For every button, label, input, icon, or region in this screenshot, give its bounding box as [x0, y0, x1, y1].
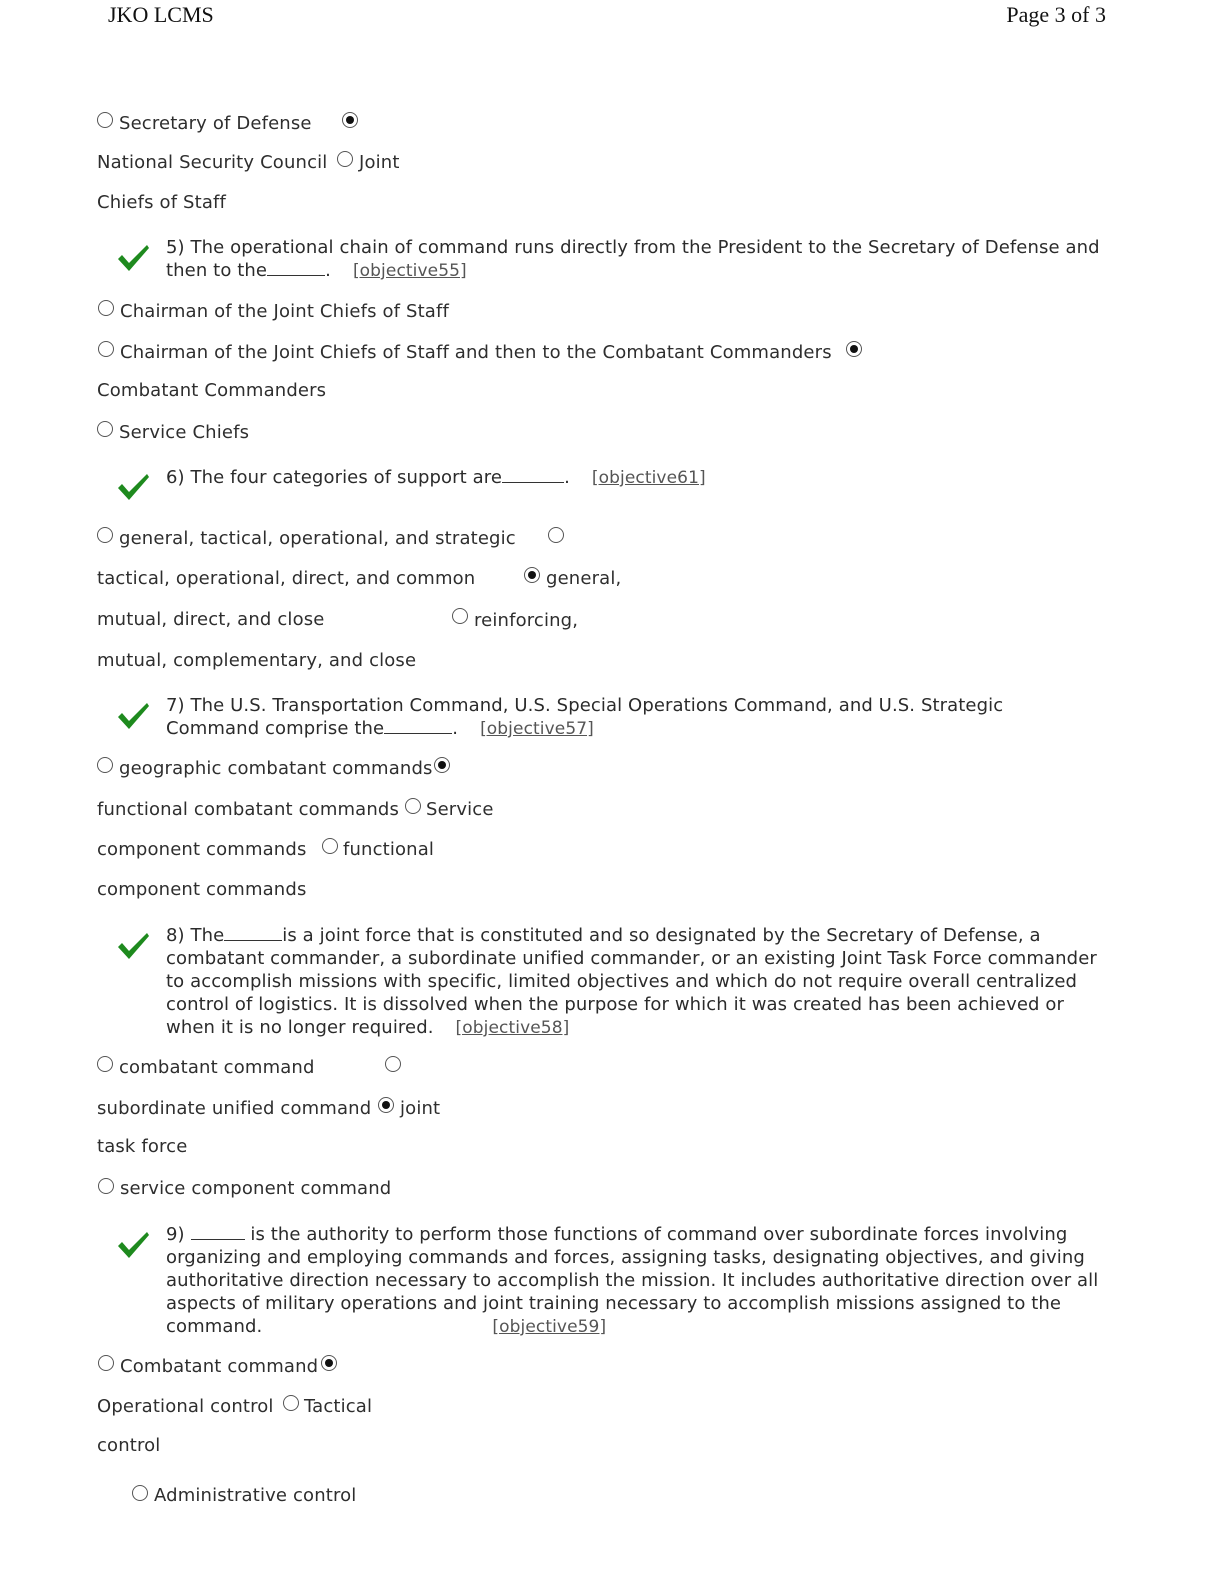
option-label: service component command [120, 1178, 392, 1199]
question-text-end: is the authority to perform those functions of command over subordinate forces involving organizing and employing commands and forces, assigning tasks, designating objectives, and giving authoritative direction necessary to accomplish the mission. It includes authoritative direction over all aspects of military operations and joint training necessary to accomplish missions assigned to the command. [166, 1224, 1099, 1337]
objective-link[interactable]: [objective57] [480, 719, 594, 739]
option-label: subordinate unified command [97, 1098, 372, 1119]
question-text-end: . [564, 467, 570, 488]
option-label-continued: mutual, direct, and close [97, 609, 325, 630]
question-text: 8) The [166, 925, 225, 946]
question-text: 5) The operational chain of command runs directly from the President to the Secretary of Defense and then to the [166, 237, 1100, 281]
radio-q5-option-2[interactable] [98, 341, 114, 357]
radio-q8-option-1[interactable] [97, 1056, 113, 1072]
objective-link[interactable]: [objective59] [492, 1317, 607, 1337]
question-5 [166, 236, 1101, 283]
option-label: Chairman of the Joint Chiefs of Staff and then to the Combatant Commanders [120, 342, 832, 363]
check-mark-icon [116, 243, 150, 273]
objective-link[interactable]: [objective55] [352, 261, 467, 281]
option-label: Joint [359, 152, 400, 173]
option-label: Administrative control [154, 1485, 357, 1506]
option-label: tactical, operational, direct, and common [97, 568, 476, 589]
radio-q6-option-3[interactable] [524, 567, 540, 583]
radio-q6-option-4[interactable] [452, 608, 468, 624]
option-label-continued: control [97, 1435, 161, 1456]
radio-q7-option-1[interactable] [97, 757, 113, 773]
objective-link[interactable]: [objective58] [455, 1018, 570, 1038]
radio-q8-option-4[interactable] [98, 1178, 114, 1194]
answer-blank [224, 924, 282, 941]
option-label: combatant command [119, 1057, 315, 1078]
option-label: reinforcing, [474, 610, 579, 631]
app-title: JKO LCMS [108, 2, 214, 27]
answer-blank [267, 259, 325, 276]
radio-national-security-council[interactable] [342, 112, 358, 128]
radio-q6-option-1[interactable] [97, 527, 113, 543]
objective-link[interactable]: [objective61] [591, 468, 706, 488]
check-mark-icon [116, 701, 150, 731]
option-label-continued: component commands [97, 839, 307, 860]
option-label: National Security Council [97, 152, 328, 173]
question-9 [166, 1223, 1101, 1339]
option-label-continued: Chiefs of Staff [97, 192, 226, 213]
option-label: general, [546, 568, 622, 589]
radio-q8-option-3[interactable] [378, 1097, 394, 1113]
question-text-end: . [452, 718, 459, 739]
radio-q5-option-1[interactable] [98, 300, 114, 316]
question-7 [166, 694, 1101, 741]
radio-q5-option-3[interactable] [846, 341, 862, 357]
radio-q7-option-4[interactable] [322, 838, 338, 854]
option-label-continued: task force [97, 1136, 188, 1157]
check-mark-icon [116, 1230, 150, 1260]
option-label-continued: component commands [97, 879, 307, 900]
question-text: 6) The four categories of support are [166, 467, 503, 488]
radio-q9-option-1[interactable] [98, 1355, 114, 1371]
answer-blank [384, 717, 452, 734]
option-label: geographic combatant commands [119, 758, 433, 779]
option-label: Tactical [304, 1396, 373, 1417]
question-text: 9) [166, 1224, 185, 1245]
question-6 [166, 466, 1101, 490]
option-label: Combatant command [120, 1356, 319, 1377]
answer-blank [191, 1223, 245, 1240]
radio-q7-option-2[interactable] [434, 757, 450, 773]
answer-blank [502, 466, 564, 483]
question-text: 7) The U.S. Transportation Command, U.S. Special Operations Command, and U.S. Strategic Command comprise the [166, 695, 1004, 739]
option-label-continued: mutual, complementary, and close [97, 650, 417, 671]
check-mark-icon [116, 931, 150, 961]
radio-q8-option-2[interactable] [385, 1056, 401, 1072]
radio-q9-option-4[interactable] [132, 1485, 148, 1501]
question-text-end: is a joint force that is constituted and so designated by the Secretary of Defense, a combatant commander, a subordinate unified commander, or an existing Joint Task Force commander to accomplish missions with specific, limited objectives and which do not require overall centralized control of logistics. It is dissolved when the purpose for which it was created has been achieved or when it is no longer required. [166, 925, 1097, 1038]
option-label: functional combatant commands [97, 799, 400, 820]
option-label: Service [426, 799, 494, 820]
radio-secretary-of-defense[interactable] [97, 112, 113, 128]
radio-q7-option-3[interactable] [405, 798, 421, 814]
option-label: functional [343, 839, 435, 860]
option-label: Service Chiefs [119, 422, 250, 443]
option-label: general, tactical, operational, and strategic [119, 528, 516, 549]
option-label: Operational control [97, 1396, 274, 1417]
option-label: Combatant Commanders [97, 380, 327, 401]
radio-q9-option-2[interactable] [321, 1355, 337, 1371]
radio-q6-option-2[interactable] [548, 527, 564, 543]
option-label: Chairman of the Joint Chiefs of Staff [120, 301, 449, 322]
question-text-end: . [325, 260, 331, 281]
option-label: joint [400, 1098, 441, 1119]
radio-q9-option-3[interactable] [283, 1395, 299, 1411]
radio-q5-option-4[interactable] [97, 421, 113, 437]
question-8 [166, 924, 1101, 1040]
radio-joint-chiefs-of-staff[interactable] [337, 151, 353, 167]
check-mark-icon [116, 472, 150, 502]
page-number: Page 3 of 3 [1006, 2, 1106, 27]
option-label: Secretary of Defense [119, 113, 312, 134]
